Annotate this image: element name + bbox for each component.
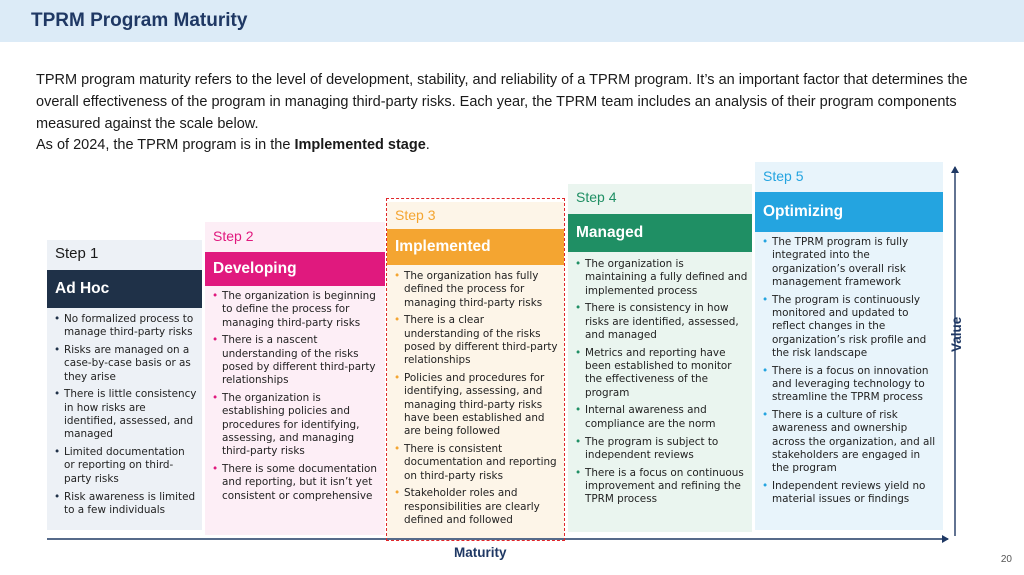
step-3-banner: Implemented bbox=[387, 229, 564, 265]
current-stage-highlight bbox=[386, 198, 565, 541]
list-item: • Risks are managed on a case-by-case basis or as they arise bbox=[47, 344, 202, 384]
list-item: • Policies and procedures for identifying, assessing, and managing third-party risks have been established and are being followed bbox=[387, 372, 564, 438]
list-item: • No formalized process to manage third-party risks bbox=[47, 313, 202, 340]
page-number: 20 bbox=[1000, 554, 1012, 565]
step-2-card bbox=[205, 222, 385, 535]
x-axis-label: Maturity bbox=[454, 545, 507, 560]
list-item: • The organization is maintaining a fully defined and implemented process bbox=[568, 258, 752, 298]
status-stage: Implemented stage bbox=[294, 137, 426, 153]
status-prefix: As of 2024, the TPRM program is in the bbox=[36, 137, 295, 153]
list-item: • Limited documentation or reporting on third-party risks bbox=[47, 446, 202, 486]
step-1-label: Step 1 bbox=[55, 245, 99, 262]
step-5-banner: Optimizing bbox=[755, 192, 943, 232]
step-1-card bbox=[47, 240, 202, 530]
step-5-label: Step 5 bbox=[763, 168, 804, 184]
step-3-label: Step 3 bbox=[395, 207, 436, 223]
step-1-banner: Ad Hoc bbox=[47, 270, 202, 308]
list-item: • The organization has fully defined the process for managing third-party risks bbox=[387, 270, 564, 310]
list-item: • There is some documentation and reporting, but it isn’t yet consistent or comprehensive bbox=[205, 463, 385, 503]
step-5-card bbox=[755, 162, 943, 530]
step-2-banner: Developing bbox=[205, 252, 385, 286]
list-item: • The organization is beginning to define the process for managing third-party risks bbox=[205, 290, 385, 330]
list-item: • There is consistency in how risks are identified, assessed, and managed bbox=[568, 302, 752, 342]
list-item: • There is a culture of risk awareness and ownership across the organization, and all stakeholders are engaged in the program bbox=[755, 409, 943, 475]
list-item: • There is a clear understanding of the risks posed by different third-party relationships bbox=[387, 314, 564, 367]
list-item: • There is little consistency in how risks are identified, assessed, and managed bbox=[47, 388, 202, 441]
list-item: • The program is continuously monitored and updated to reflect changes in the organization’s risk profile and the risk landscape bbox=[755, 294, 943, 360]
list-item: • Internal awareness and compliance are the norm bbox=[568, 404, 752, 431]
step-5-list bbox=[755, 236, 943, 511]
step-4-banner: Managed bbox=[568, 214, 752, 252]
step-2-list bbox=[205, 290, 385, 507]
list-item: • There is a focus on continuous improvement and refining the TPRM process bbox=[568, 467, 752, 507]
page-title: TPRM Program Maturity bbox=[31, 10, 248, 31]
step-1-list bbox=[47, 313, 202, 522]
list-item: • Risk awareness is limited to a few individuals bbox=[47, 491, 202, 518]
list-item: • Stakeholder roles and responsibilities are clearly defined and followed bbox=[387, 487, 564, 527]
step-4-card bbox=[568, 184, 752, 532]
status-suffix: . bbox=[425, 137, 430, 153]
intro-paragraph: TPRM program maturity refers to the level of development, stability, and reliability of a TPRM program. It’s an important factor that determines the overall effectiveness of the program in managing third-party risks. Each year, the TPRM team includes an analysis of their program components measured against the scale below. bbox=[36, 72, 968, 132]
step-4-list bbox=[568, 258, 752, 511]
list-item: • The organization is establishing policies and procedures for identifying, assessing, and managing third-party risks bbox=[205, 392, 385, 458]
list-item: • Metrics and reporting have been established to monitor the effectiveness of the program bbox=[568, 347, 752, 400]
y-axis-label: Value bbox=[949, 316, 964, 352]
step-2-label: Step 2 bbox=[213, 228, 254, 244]
list-item: • There is a nascent understanding of the risks posed by different third-party relationships bbox=[205, 334, 385, 387]
list-item: • There is a focus on innovation and leveraging technology to streamline the TPRM process bbox=[755, 365, 943, 405]
step-4-label: Step 4 bbox=[576, 189, 617, 205]
list-item: • The TPRM program is fully integrated into the organization’s overall risk management framework bbox=[755, 236, 943, 289]
list-item: • There is consistent documentation and reporting on third-party risks bbox=[387, 443, 564, 483]
list-item: • The program is subject to independent reviews bbox=[568, 436, 752, 463]
list-item: • Independent reviews yield no material issues or findings bbox=[755, 480, 943, 507]
